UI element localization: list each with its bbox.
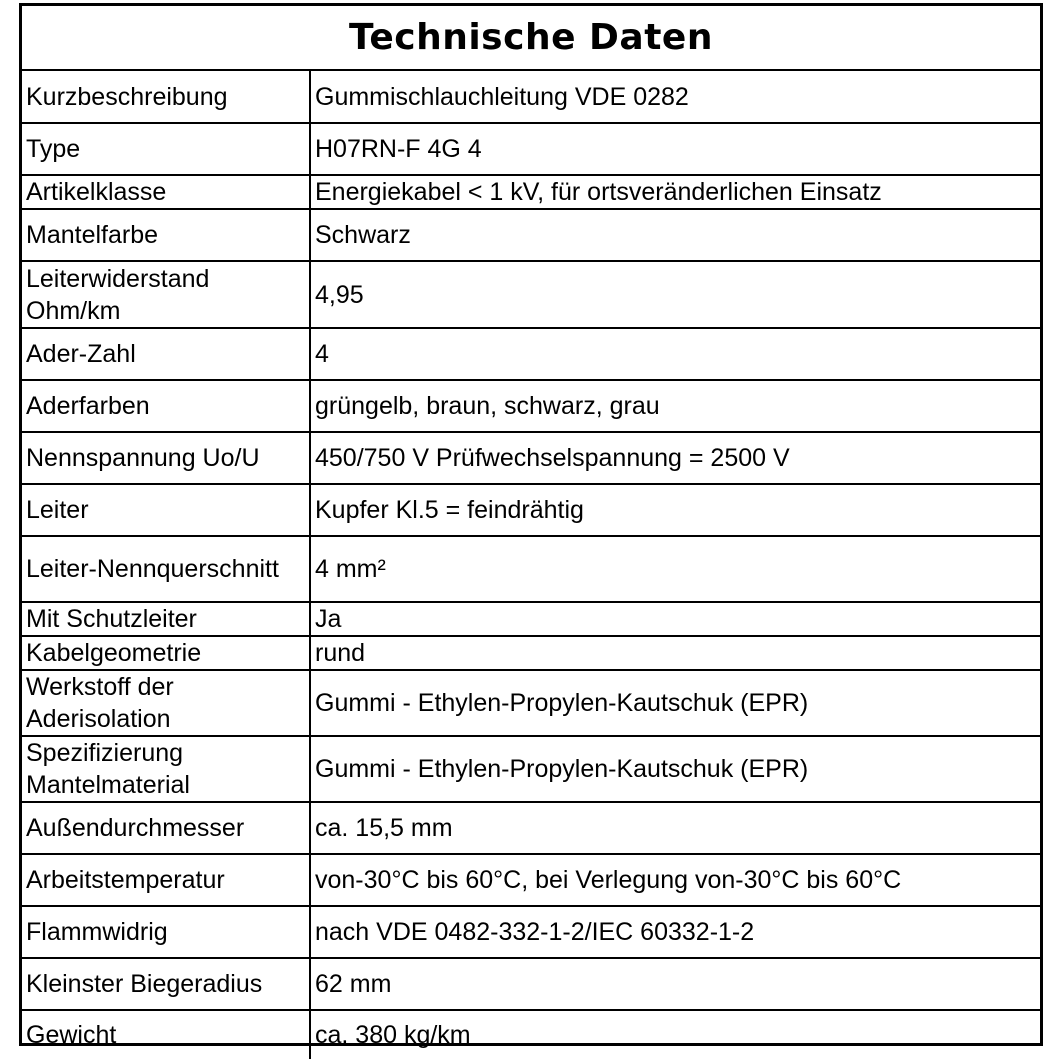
row-label: Flammwidrig: [22, 906, 310, 958]
table-row: [22, 854, 1040, 906]
row-label: Artikelklasse: [22, 175, 310, 209]
row-value: von-30°C bis 60°C, bei Verlegung von-30°C bis 60°C: [310, 854, 1040, 906]
row-value: ca. 380 kg/km: [315, 1021, 471, 1049]
table-row: [22, 670, 1040, 736]
row-value: 450/750 V Prüfwechselspannung = 2500 V: [310, 432, 1040, 484]
row-value: 62 mm: [310, 958, 1040, 1010]
table-row: [22, 602, 1040, 636]
row-value: Energiekabel < 1 kV, für ortsveränderlichen Einsatz: [310, 175, 1040, 209]
table-row: [22, 209, 1040, 261]
table-row: [22, 1010, 1040, 1059]
row-value: Kupfer Kl.5 = feindrähtig: [310, 484, 1040, 536]
row-value: H07RN-F 4G 4: [310, 123, 1040, 175]
table-row: [22, 175, 1040, 209]
row-label: Mit Schutzleiter: [22, 602, 310, 636]
table-row: [22, 328, 1040, 380]
row-value: Ja: [310, 602, 1040, 636]
technical-data-sheet: [19, 3, 1043, 1049]
row-value: Gummi - Ethylen-Propylen-Kautschuk (EPR): [310, 736, 1040, 802]
row-value: Gummi - Ethylen-Propylen-Kautschuk (EPR): [310, 670, 1040, 736]
row-label: Mantelfarbe: [22, 209, 310, 261]
row-label: Type: [22, 123, 310, 175]
row-label: Arbeitstemperatur: [22, 854, 310, 906]
title-row: [22, 6, 1040, 71]
row-label: Kabelgeometrie: [22, 636, 310, 670]
table-row: [22, 536, 1040, 602]
row-value: nach VDE 0482-332-1-2/IEC 60332-1-2: [310, 906, 1040, 958]
table-row: [22, 636, 1040, 670]
table-row: [22, 736, 1040, 802]
row-value: Gummischlauchleitung VDE 0282: [310, 71, 1040, 123]
row-value: 4: [310, 328, 1040, 380]
table-row: [22, 802, 1040, 854]
table-row: [22, 71, 1040, 123]
table-row: [22, 906, 1040, 958]
row-label: Leiterwiderstand Ohm/km: [22, 261, 310, 328]
row-label: Kleinster Biegeradius: [22, 958, 310, 1010]
table-row: [22, 432, 1040, 484]
table-row: [22, 484, 1040, 536]
row-label: Gewicht: [22, 1010, 310, 1059]
row-label: Ader-Zahl: [22, 328, 310, 380]
row-value: 4,95: [310, 261, 1040, 328]
row-label: Nennspannung Uo/U: [22, 432, 310, 484]
row-label: Aderfarben: [22, 380, 310, 432]
row-value: rund: [310, 636, 1040, 670]
row-value: ca. 15,5 mm: [310, 802, 1040, 854]
row-value: Schwarz: [310, 209, 1040, 261]
row-label: Kurzbeschreibung: [22, 71, 310, 123]
table-row: [22, 261, 1040, 328]
row-label: Werkstoff der Aderisolation: [22, 670, 310, 736]
table-row: [22, 380, 1040, 432]
row-value: 4 mm²: [310, 536, 1040, 602]
row-label: Spezifizierung Mantelmaterial: [22, 736, 310, 802]
table-row: [22, 958, 1040, 1010]
specs-table: [22, 71, 1040, 1059]
table-row: [22, 123, 1040, 175]
page-title: Technische Daten: [349, 17, 713, 58]
row-label: Leiter: [22, 484, 310, 536]
row-label: Leiter-Nennquerschnitt: [22, 536, 310, 602]
row-label: Außendurchmesser: [22, 802, 310, 854]
row-value: grüngelb, braun, schwarz, grau: [310, 380, 1040, 432]
